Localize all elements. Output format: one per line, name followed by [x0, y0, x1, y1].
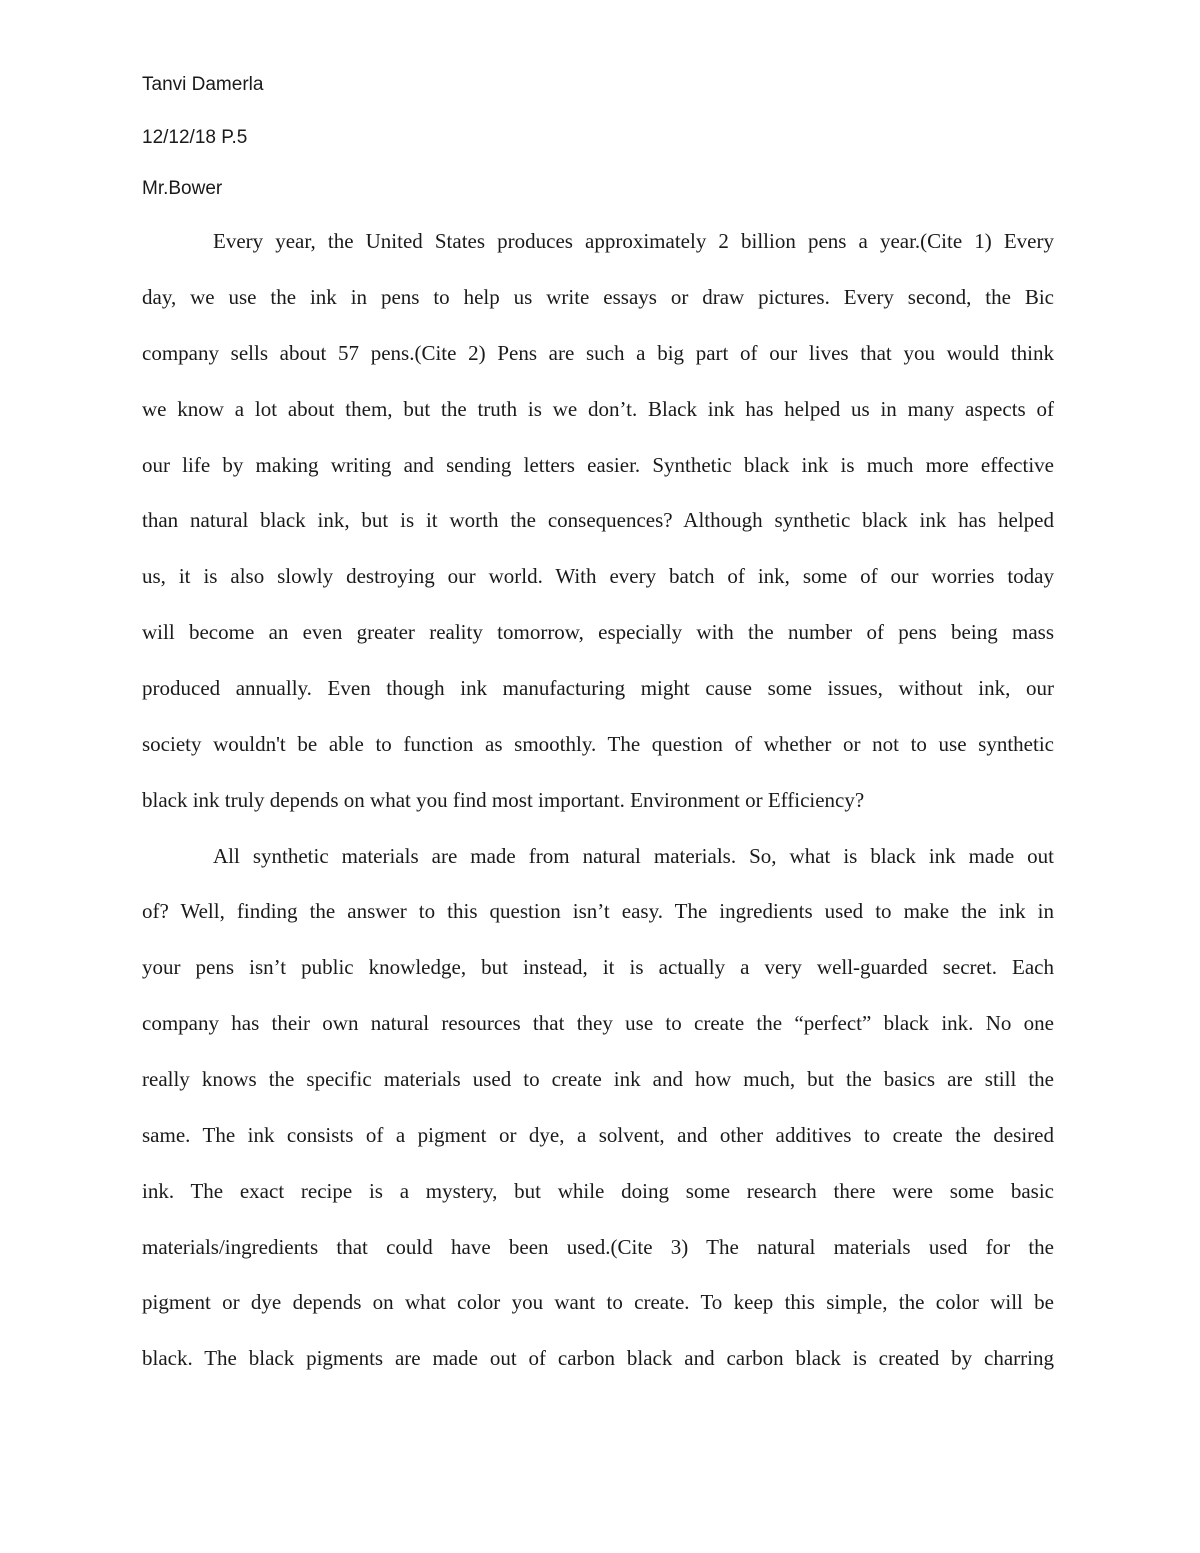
paragraph-1-line: black ink truly depends on what you find most important. Environment or Efficiency? [142, 788, 865, 812]
paragraph-2-line: black. The black pigments are made out of carbon black and carbon black is created by charring [142, 1346, 1054, 1370]
paragraph-2-line: materials/ingredients that could have been used.(Cite 3) The natural materials used for the [142, 1235, 1054, 1259]
paragraph-2-line: your pens isn’t public knowledge, but instead, it is actually a very well-guarded secret. Each [142, 955, 1054, 979]
paragraph-1-line: our life by making writing and sending letters easier. Synthetic black ink is much more effective [142, 453, 1054, 477]
paragraph-1-line: us, it is also slowly destroying our world. With every batch of ink, some of our worries today [142, 564, 1054, 588]
paragraph-1-line: company sells about 57 pens.(Cite 2) Pens are such a big part of our lives that you would think [142, 341, 1054, 365]
paragraph-2-line: ink. The exact recipe is a mystery, but while doing some research there were some basic [142, 1179, 1054, 1203]
paragraph-1-line: will become an even greater reality tomorrow, especially with the number of pens being mass [142, 620, 1054, 644]
teacher-name: Mr.Bower [142, 178, 223, 199]
paragraph-2-line: really knows the specific materials used to create ink and how much, but the basics are still the [142, 1067, 1054, 1091]
paragraph-1-line: society wouldn't be able to function as smoothly. The question of whether or not to use synthetic [142, 732, 1054, 756]
paragraph-2-line: pigment or dye depends on what color you want to create. To keep this simple, the color will be [142, 1290, 1054, 1314]
paragraph-2-line: company has their own natural resources that they use to create the “perfect” black ink. No one [142, 1011, 1054, 1035]
paragraph-1-line: than natural black ink, but is it worth the consequences? Although synthetic black ink has helped [142, 508, 1054, 532]
date-period: 12/12/18 P.5 [142, 127, 248, 148]
paragraph-2-line: same. The ink consists of a pigment or dye, a solvent, and other additives to create the desired [142, 1123, 1054, 1147]
paragraph-1-line: we know a lot about them, but the truth is we don’t. Black ink has helped us in many aspects of [142, 397, 1054, 421]
paragraph-1-line: produced annually. Even though ink manufacturing might cause some issues, without ink, our [142, 676, 1054, 700]
paragraph-1-line: Every year, the United States produces approximately 2 billion pens a year.(Cite 1) Every [213, 229, 1054, 253]
paragraph-2-line: of? Well, finding the answer to this question isn’t easy. The ingredients used to make the ink in [142, 899, 1054, 923]
paragraph-1-line: day, we use the ink in pens to help us write essays or draw pictures. Every second, the Bic [142, 285, 1054, 309]
author-name: Tanvi Damerla [142, 74, 264, 95]
paragraph-2-line: All synthetic materials are made from natural materials. So, what is black ink made out [213, 844, 1054, 868]
